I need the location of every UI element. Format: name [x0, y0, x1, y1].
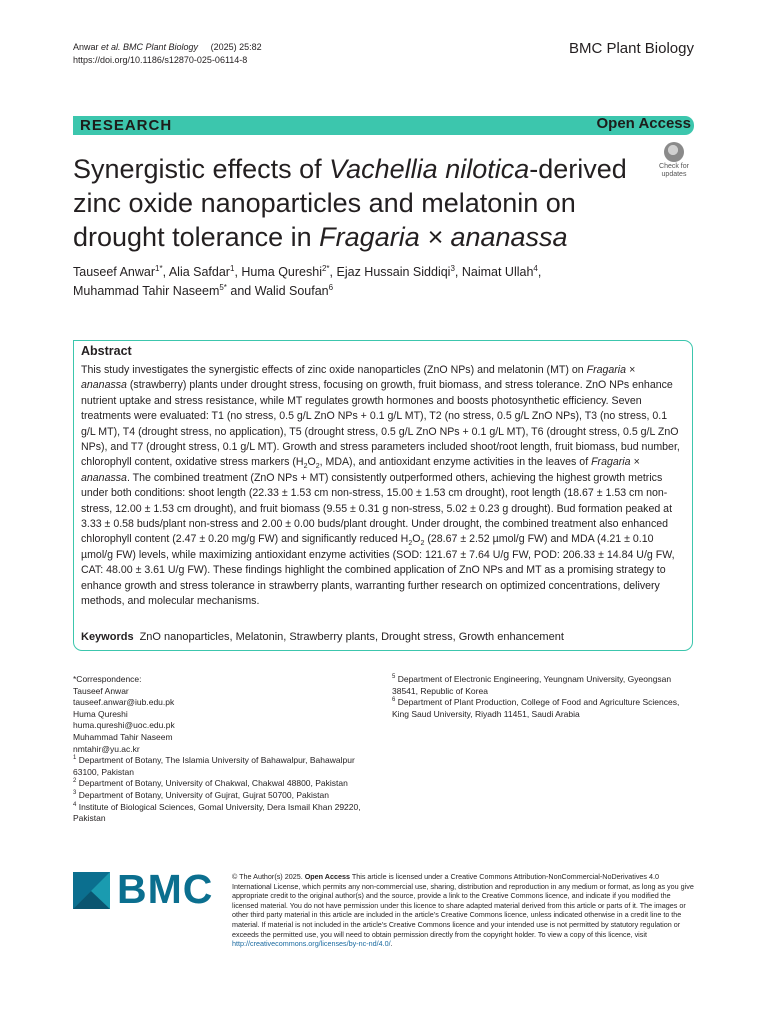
author: Huma Qureshi$^{2*}$: [241, 263, 330, 279]
title-text-2: -derived zinc oxide nanoparticles and melatonin on drought tolerance in: [73, 154, 627, 252]
affiliation: $^1$ Department of Botany, The Islamia University of Bahawalpur, Bahawalpur 63100, Pakistan: [73, 755, 355, 777]
license-text: © The Author(s) 2025. Open Access This article is licensed under a Creative Commons Attribution-NonCommercial-NoDerivatives 4.0 International License, which permits any non-commercial use, sharing, distribution and reproduction in any medium or format, as long as you give appropriate credit to the original author(s) and the source, provide a link to the Creative Commons licence, and indicate if you modified the licensed material. You do not have permission under this licence to share adapted material derived from this article or parts of it. The images or other third party material in this article are included in the article’s Creative Commons licence, unless indicated otherwise in a credit line to the material. If material is not included in the article’s Creative Commons licence and your intended use is not permitted by statutory regulation or exceeds the permitted use, you will need to obtain permission directly from the copyright holder. To view a copy of this licence, visit http://creativecommons.org/licenses/by-nc-nd/4.0/.: [232, 872, 694, 949]
bmc-logo-text: BMC: [117, 866, 214, 912]
affiliation: $^5$ Department of Electronic Engineering, Yeungnam University, Gyeongsan 38541, Republic of Korea: [392, 674, 672, 696]
section-label: RESEARCH: [80, 117, 173, 134]
keywords-label: Keywords: [81, 631, 134, 643]
corr-email[interactable]: nmtahir@yu.ac.kr: [73, 743, 140, 754]
keywords: [81, 630, 681, 645]
bmc-logo-icon: [73, 872, 110, 909]
check-for-updates-badge[interactable]: [655, 142, 693, 182]
corr-email[interactable]: huma.qureshi@uoc.edu.pk: [73, 720, 175, 731]
doi-link[interactable]: https://doi.org/10.1186/s12870-025-06114-8: [73, 55, 248, 65]
title-text-1: Synergistic effects of: [73, 154, 330, 184]
affiliation: $^4$ Institute of Biological Sciences, Gomal University, Dera Ismail Khan 29220, Pakistan: [73, 801, 361, 824]
check-updates-label: Check for updates: [659, 163, 689, 178]
citation-journal: et al. BMC Plant Biology: [101, 42, 199, 52]
author-list: Tauseef Anwar$^{1*}$, Alia Safdar$^1$, Huma Qureshi$^{2*}$, Ejaz Hussain Siddiqi$^3$, Naimat Ullah$^4$, Muhammad Tahir Naseem$^{5*}$ and Walid Soufan$^6$: [73, 263, 542, 298]
abstract-text: This study investigates the synergistic effects of zinc oxide nanoparticles (ZnO NPs) and melatonin (MT) on Fragaria × ananassa (strawberry) plants under drought stress, focusing on growth, fruit biomass, and stress tolerance. ZnO NPs enhance nutrient uptake and stress resistance, while MT regulates growth hormones and boosts photosynthetic efficiency. Seven treatments were evaluated: T1 (no stress, 0.5 g/L ZnO NPs + 0.1 g/L MT), T2 (no stress, 0.5 g/L ZnO NPs), T3 (no stress, 0.1 g/L MT), T4 (drought stress, no application), T5 (drought stress, 0.5 g/L ZnO NPs + 0.1 g/L MT), T6 (drought stress, 0.5 g/L ZnO NPs), and T7 (drought stress, 0.1 g/L MT). Growth and stress parameters included shoot/root length, fruit biomass, bud number, chlorophyll content, oxidative stress markers ($H_2O_2$, MDA), and antioxidant enzyme activities in the leaves of Fragaria × ananassa. The combined treatment (ZnO NPs + MT) consistently outperformed others, achieving the highest growth metrics under both conditions: shoot length (22.33 ± 1.53 cm non-stress, 15.00 ± 1.53 cm drought), root length (18.67 ± 1.53 cm non-stress, 12.00 ± 1.53 cm drought), and fruit biomass (9.55 ± 0.31 g non-stress, 5.02 ± 0.23 g drought). Bud formation peaked at 3.33 ± 0.58 buds/plant non-stress and 2.00 ± 0.00 buds/plant drought. Under drought, the combined treatment also enhanced chlorophyll content (2.47 ± 0.20 mg/g FW) and significantly reduced $H_2O_2$ (28.67 ± 2.52 µmol/g FW) and MDA (4.21 ± 0.10 µmol/g FW) levels, while maximizing antioxidant enzyme activities (SOD: 121.67 ± 7.64 U/g FW, POD: 206.33 ± 14.84 U/g FW, CAT: 48.00 ± 3.61 U/g FW). These findings highlight the combined application of ZnO NPs and MT as a promising strategy to enhance growth and stress tolerance in strawberry plants, warranting further research on optimized concentrations, delivery methods, and molecular mechanisms.: [81, 364, 680, 608]
citation-year: (2025) 25:82: [210, 42, 262, 52]
citation-author: Anwar: [73, 42, 102, 52]
corr-name: Huma Qureshi: [73, 708, 128, 719]
license-link[interactable]: http://creativecommons.org/licenses/by-nc-nd/4.0/: [232, 939, 391, 949]
check-updates-icon: [664, 142, 684, 162]
author: Walid Soufan$^6$: [254, 282, 334, 298]
bmc-logo: [73, 866, 214, 912]
corr-name: Muhammad Tahir Naseem: [73, 731, 173, 742]
journal-name: BMC Plant Biology: [568, 40, 694, 57]
corr-email[interactable]: tauseef.anwar@iub.edu.pk: [73, 697, 175, 708]
title-species-1: Vachellia nilotica: [329, 154, 530, 184]
affiliations-right: [392, 674, 682, 720]
keywords-text: ZnO nanoparticles, Melatonin, Strawberry plants, Drought stress, Growth enhancement: [139, 631, 564, 643]
correspondence-block: [73, 674, 363, 825]
author: Alia Safdar$^1$: [168, 263, 235, 279]
author: Ejaz Hussain Siddiqi$^3$: [336, 263, 455, 279]
article-title: [73, 152, 673, 254]
correspondence-label: *Correspondence:: [73, 674, 142, 684]
section-banner: [73, 116, 694, 135]
corr-name: Tauseef Anwar: [73, 685, 129, 696]
affiliation: $^3$ Department of Botany, University of Gujrat, Gujrat 50700, Pakistan: [73, 789, 329, 800]
author: Tauseef Anwar$^{1*}$: [73, 263, 163, 279]
abstract-heading: Abstract: [81, 344, 132, 358]
citation-header: [73, 41, 262, 67]
author: Muhammad Tahir Naseem$^{5*}$: [73, 282, 227, 298]
affiliation: $^2$ Department of Botany, University of Chakwal, Chakwal 48800, Pakistan: [73, 778, 348, 789]
open-access-label: Open Access: [596, 115, 691, 132]
author: Naimat Ullah$^4$: [461, 263, 538, 279]
title-species-2: Fragaria × ananassa: [319, 222, 568, 252]
abstract-box: [73, 340, 693, 651]
affiliation: $^6$ Department of Plant Production, College of Food and Agriculture Sciences, King Saud University, Riyadh 11451, Saudi Arabia: [392, 697, 680, 719]
